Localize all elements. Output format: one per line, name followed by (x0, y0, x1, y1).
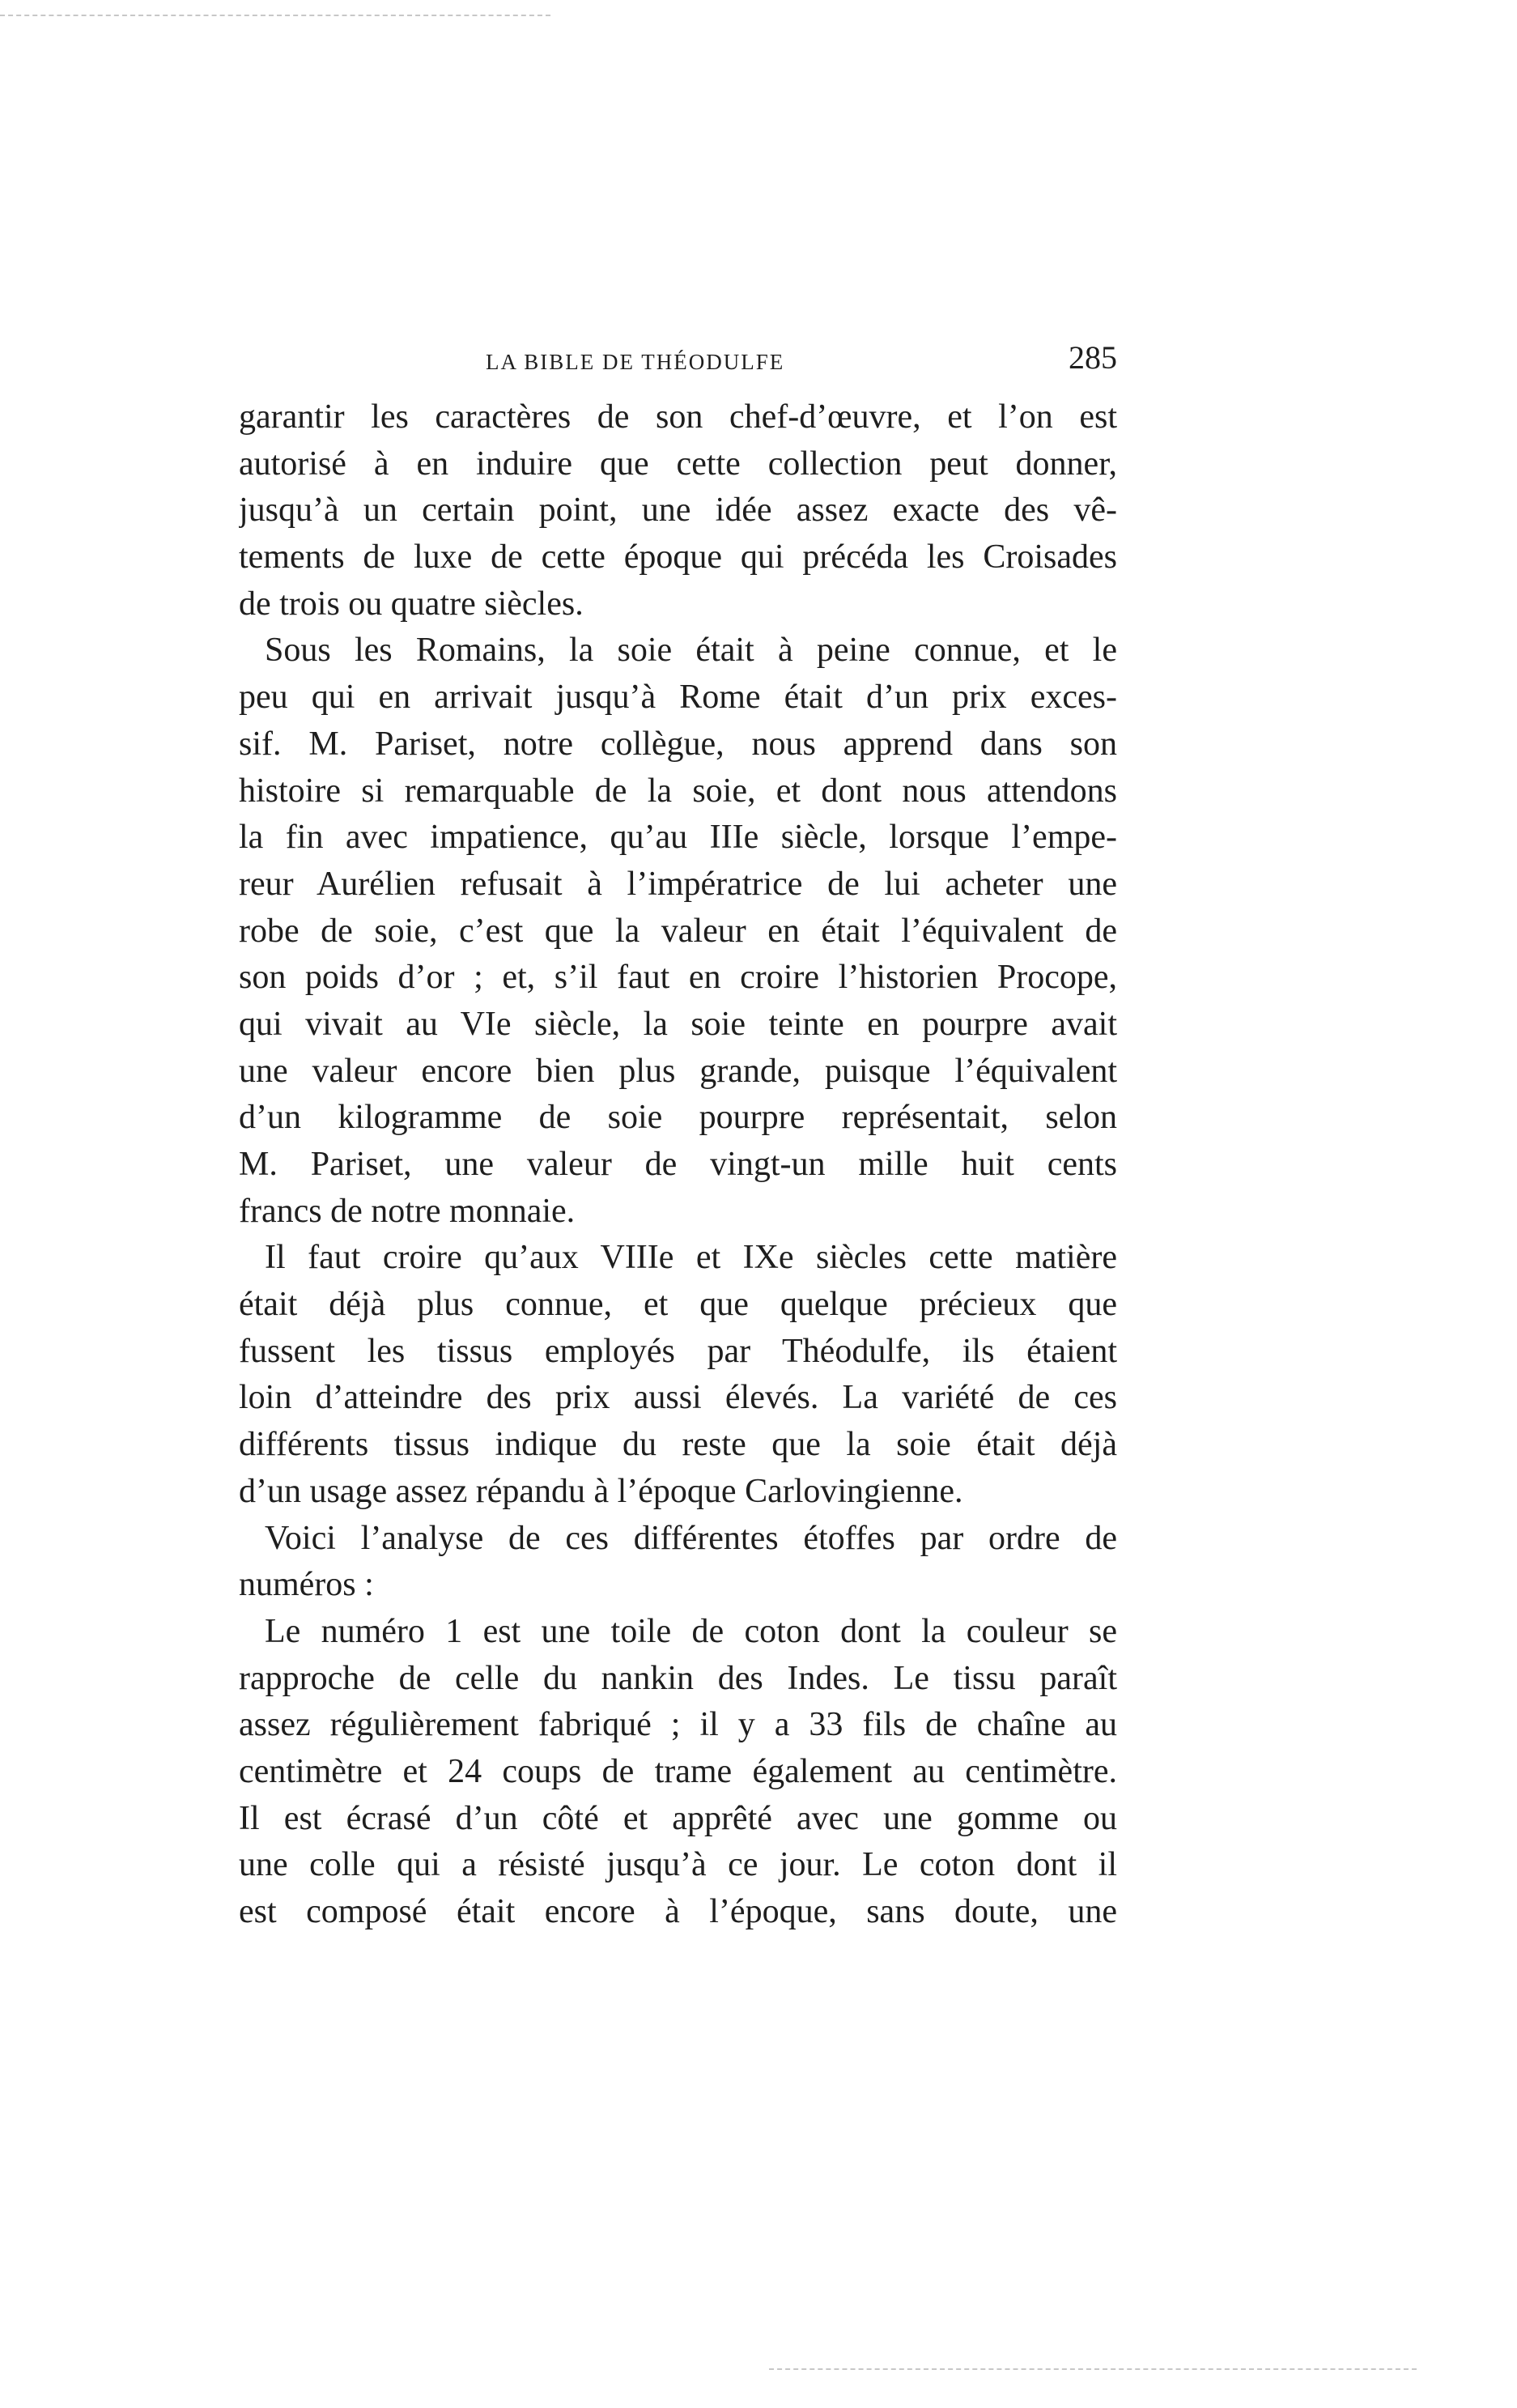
running-title: LA BIBLE DE THÉODULFE (486, 350, 785, 374)
text-line: d’un usage assez répandu à l’époque Carlovingienne. (239, 1472, 963, 1510)
text-line: assez régulièrement fabriqué ; il y a 33 fils de chaîne au (239, 1706, 1117, 1744)
text-line: jusqu’à un certain point, une idée assez exacte des vê- (239, 491, 1117, 530)
text-line: Il est écrasé d’un côté et apprêté avec une gomme ou (239, 1799, 1117, 1837)
text-line: reur Aurélien refusait à l’impératrice de lui acheter une (239, 865, 1117, 903)
text-line: une colle qui a résisté jusqu’à ce jour. Le coton dont il (239, 1846, 1117, 1884)
text-line: qui vivait au VIe siècle, la soie teinte en pourpre avait (239, 1005, 1117, 1043)
text-line: histoire si remarquable de la soie, et dont nous attendons (239, 772, 1117, 810)
scan-edge-top (0, 15, 550, 16)
text-line: numéros : (239, 1566, 374, 1604)
text-line: Il faut croire qu’aux VIIIe et IXe siècles cette matière (265, 1239, 1117, 1277)
body-text (239, 394, 1117, 1936)
scan-edge-bottom (769, 2368, 1417, 2370)
text-line: était déjà plus connue, et que quelque précieux que (239, 1286, 1117, 1324)
text-line: Le numéro 1 est une toile de coton dont la couleur se (265, 1612, 1117, 1650)
text-line: une valeur encore bien plus grande, puisque l’équivalent (239, 1052, 1117, 1090)
text-line: M. Pariset, une valeur de vingt-un mille huit cents (239, 1146, 1117, 1183)
text-line: peu qui en arrivait jusqu’à Rome était d’un prix exces- (239, 679, 1117, 717)
text-line: différents tissus indique du reste que la soie était déjà (239, 1426, 1117, 1464)
text-line: rapproche de celle du nankin des Indes. Le tissu paraît (239, 1659, 1117, 1697)
text-line: sif. M. Pariset, notre collègue, nous apprend dans son (239, 725, 1117, 763)
text-line: est composé était encore à l’époque, sans doute, une (239, 1893, 1117, 1930)
text-line: son poids d’or ; et, s’il faut en croire l’historien Procope, (239, 959, 1117, 997)
text-line: garantir les caractères de son chef-d’œuvre, et l’on est (239, 398, 1117, 436)
text-line: la fin avec impatience, qu’au IIIe siècle, lorsque l’empe- (239, 819, 1117, 857)
text-line: francs de notre monnaie. (239, 1192, 576, 1230)
text-line: loin d’atteindre des prix aussi élevés. La variété de ces (239, 1379, 1117, 1417)
text-line: Voici l’analyse de ces différentes étoffes par ordre de (265, 1519, 1117, 1557)
text-line: Sous les Romains, la soie était à peine connue, et le (265, 632, 1117, 670)
text-line: tements de luxe de cette époque qui précéda les Croisades (239, 538, 1117, 576)
text-line: autorisé à en induire que cette collection peut donner, (239, 445, 1117, 483)
text-line: de trois ou quatre siècles. (239, 585, 584, 623)
text-line: d’un kilogramme de soie pourpre représentait, selon (239, 1099, 1117, 1137)
running-header (239, 329, 1117, 377)
text-line: centimètre et 24 coups de trame également au centimètre. (239, 1752, 1117, 1790)
page-number: 285 (1069, 339, 1117, 376)
text-line: robe de soie, c’est que la valeur en était l’équivalent de (239, 912, 1117, 950)
text-line: fussent les tissus employés par Théodulfe, ils étaient (239, 1332, 1117, 1370)
